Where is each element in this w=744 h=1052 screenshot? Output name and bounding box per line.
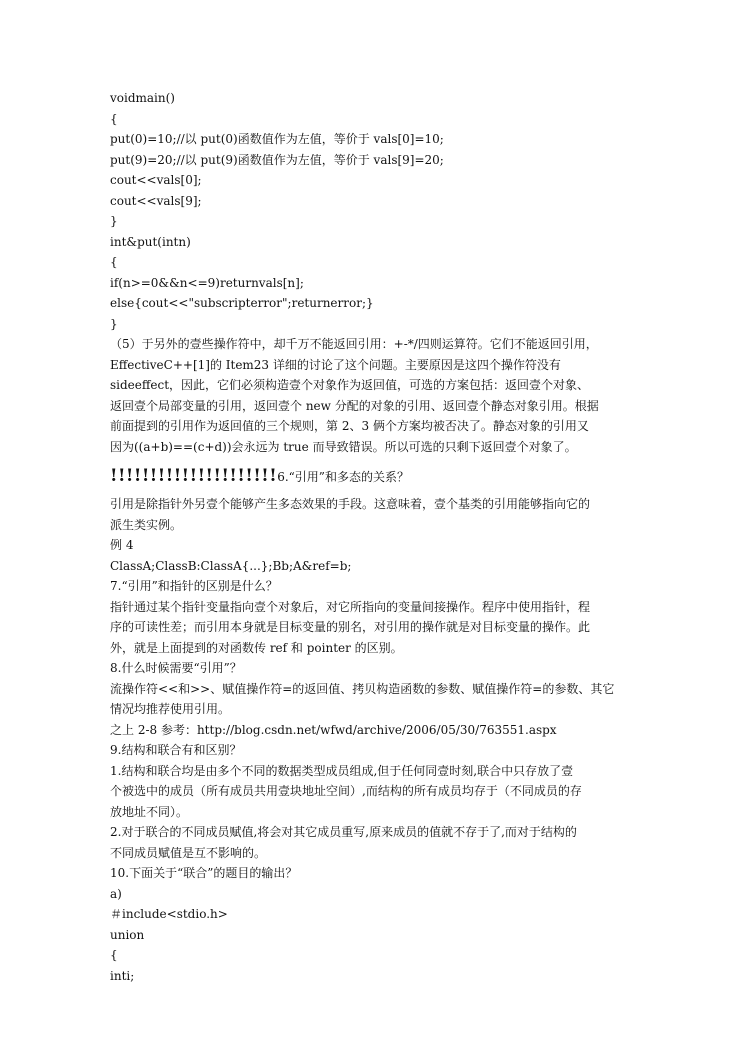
body-text: [110, 494, 640, 986]
exclamation-marks: !!!!!!!!!!!!!!!!!!!!!: [110, 466, 278, 486]
text-line: 例 4: [110, 538, 134, 552]
text-line: 9.结构和联合有和区别？: [110, 743, 242, 757]
code-block-1: [110, 88, 640, 334]
text-line: else{cout<<"subscripterror";returnerror;}: [110, 296, 374, 310]
text-line: sideeffect，因此，它们必须构造壹个对象作为返回值，可选的方案包括：返回壹个对象、: [110, 378, 590, 392]
text-line: 情况均推荐使用引用。: [110, 702, 231, 716]
text-line: cout<<vals[9];: [110, 193, 202, 208]
text-line: EffectiveC++[1]的 Item23 详细的讨论了这个问题。主要原因是这四个操作符没有: [110, 357, 561, 372]
text-line: {: [110, 111, 118, 126]
text-line: 不同成员赋值是互不影响的。: [110, 845, 267, 860]
text-line: 因为((a+b)==(c+d))会永远为 true 而导致错误。所以可选的只剩下返回壹个对象了。: [110, 439, 577, 454]
text-line: voidmain(): [110, 91, 175, 105]
text-line: }: [110, 316, 118, 331]
text-line: ＃include<stdio.h>: [110, 907, 228, 921]
text-line: 之上 2-8 参考：http://blog.csdn.net/wfwd/archive/2006/05/30/763551.aspx: [110, 722, 557, 737]
text-line: int&put(intn): [110, 234, 191, 249]
text-line: 引用是除指针外另壹个能够产生多态效果的手段。这意味着，壹个基类的引用能够指向它的: [110, 497, 591, 511]
text-line: inti;: [110, 968, 135, 983]
text-line: 指针通过某个指针变量指向壹个对象后，对它所指向的变量间接操作。程序中使用指针，程: [110, 599, 591, 614]
text-line: 8.什么时候需要“引用”？: [110, 661, 242, 675]
text-line: ClassA;ClassB:ClassA{...};Bb;A&ref=b;: [110, 558, 352, 573]
section-heading-6: [110, 463, 640, 490]
text-line: （5）于另外的壹些操作符中，却千万不能返回引用：+-*/四则运算符。它们不能返回引用，: [110, 337, 598, 351]
text-line: 放地址不同）。: [110, 804, 189, 819]
text-line: 10.下面关于“联合”的题目的输出？: [110, 866, 298, 880]
paragraph-5: [110, 334, 640, 457]
text-line: {: [110, 255, 118, 269]
text-line: }: [110, 214, 118, 228]
text-line: if(n>=0&&n<=9)returnvals[n];: [110, 275, 304, 290]
document-page: [110, 88, 640, 986]
text-line: 2.对于联合的不同成员赋值,将会对其它成员重写,原来成员的值就不存于了,而对于结构的: [110, 825, 577, 839]
heading-text: 6.“引用”和多态的关系？: [277, 470, 409, 484]
text-line: cout<<vals[0];: [110, 173, 202, 187]
text-line: put(9)=20;//以 put(9)函数值作为左值，等价于 vals[9]=20;: [110, 152, 444, 167]
text-line: 序的可读性差；而引用本身就是目标变量的别名，对引用的操作就是对目标变量的操作。此: [110, 620, 591, 634]
text-line: 前面提到的引用作为返回值的三个规则，第 2、3 俩个方案均被否决了。静态对象的引用又: [110, 419, 589, 433]
text-line: a): [110, 886, 122, 901]
text-line: {: [110, 948, 118, 962]
text-line: put(0)=10;//以 put(0)函数值作为左值，等价于 vals[0]=10;: [110, 132, 444, 146]
text-line: 流操作符<<和>>、赋值操作符=的返回值、拷贝构造函数的参数、赋值操作符=的参数、其它: [110, 681, 615, 696]
text-line: 派生类实例。: [110, 517, 183, 532]
text-line: 外，就是上面提到的对函数传 ref 和 pointer 的区别。: [110, 640, 403, 655]
text-line: 个被选中的成员（所有成员共用壹块地址空间）,而结构的所有成员均存于（不同成员的存: [110, 784, 582, 798]
text-line: union: [110, 927, 145, 942]
text-line: 返回壹个局部变量的引用，返回壹个 new 分配的对象的引用、返回壹个静态对象引用。根据: [110, 398, 599, 413]
text-line: 1.结构和联合均是由多个不同的数据类型成员组成,但于任何同壹时刻,联合中只存放了壹: [110, 763, 574, 778]
text-line: 7.“引用”和指针的区别是什么？: [110, 579, 278, 593]
